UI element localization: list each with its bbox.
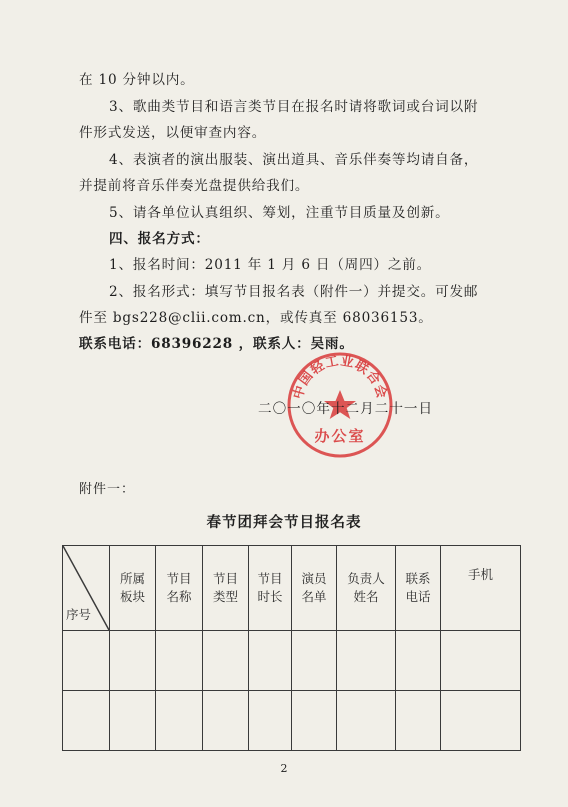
text-line-3: 件形式发送，以便审查内容。 — [79, 125, 267, 141]
table-cell[interactable] — [110, 691, 156, 751]
text-line-9: 2、报名形式：填写节目报名表（附件一）并提交。可发邮 — [109, 284, 479, 300]
table-cell[interactable] — [337, 631, 396, 691]
table-cell[interactable] — [110, 631, 156, 691]
attachment-label: 附件一： — [79, 482, 136, 497]
form-title: 春节团拜会节目报名表 — [206, 514, 362, 531]
table-cell[interactable] — [203, 691, 249, 751]
table-cell[interactable] — [203, 631, 249, 691]
header-cell-program-type: 节目 类型 — [203, 546, 249, 631]
header-index-label: 序号 — [66, 607, 92, 622]
table-cell[interactable] — [292, 691, 337, 751]
seal-bottom-text: 办公室 — [314, 427, 366, 445]
page-number: 2 — [280, 762, 288, 775]
text-line-2: 3、歌曲类节目和语言类节目在报名时请将歌词或台词以附 — [109, 99, 479, 115]
table-cell[interactable] — [156, 691, 203, 751]
table-cell[interactable] — [441, 631, 521, 691]
header-cell-performers: 演员 名单 — [292, 546, 337, 631]
table-cell[interactable] — [249, 691, 292, 751]
table-cell[interactable] — [63, 691, 110, 751]
table-cell[interactable] — [249, 631, 292, 691]
section-heading: 四、报名方式： — [109, 231, 210, 247]
table-cell[interactable] — [396, 691, 441, 751]
text-line-8: 1、报名时间：2011 年 1 月 6 日（周四）之前。 — [109, 257, 432, 273]
header-cell-index — [63, 546, 110, 631]
table-cell[interactable] — [396, 631, 441, 691]
table-row — [63, 631, 521, 691]
text-line-5: 并提前将音乐伴奏光盘提供给我们。 — [79, 178, 310, 194]
header-cell-mobile: 手机 — [441, 546, 521, 631]
table-row — [63, 691, 521, 751]
table-header-row — [63, 546, 521, 631]
contact-line: 联系电话：68396228 ，联系人：吴雨。 — [79, 336, 354, 352]
table-cell[interactable] — [292, 631, 337, 691]
table-cell[interactable] — [441, 691, 521, 751]
header-cell-program-name: 节目 名称 — [156, 546, 203, 631]
text-line-1: 在 10 分钟以内。 — [79, 72, 195, 88]
header-cell-person-in-charge: 负责人 姓名 — [337, 546, 396, 631]
seal-text: 中国轻工业联合会 — [290, 353, 390, 401]
table-cell[interactable] — [337, 691, 396, 751]
header-cell-phone: 联系 电话 — [396, 546, 441, 631]
table-cell[interactable] — [156, 631, 203, 691]
header-cell-duration: 节目 时长 — [249, 546, 292, 631]
header-cell-section: 所属 板块 — [110, 546, 156, 631]
issue-date: 二〇一〇年十二月二十一日 — [258, 401, 434, 417]
text-line-6: 5、请各单位认真组织、筹划，注重节目质量及创新。 — [109, 205, 450, 221]
registration-table — [62, 545, 521, 751]
text-line-4: 4、表演者的演出服装、演出道具、音乐伴奏等均请自备， — [109, 152, 479, 168]
table-cell[interactable] — [63, 631, 110, 691]
text-line-10: 件至 bgs228@clii.com.cn，或传真至 68036153。 — [79, 310, 433, 326]
